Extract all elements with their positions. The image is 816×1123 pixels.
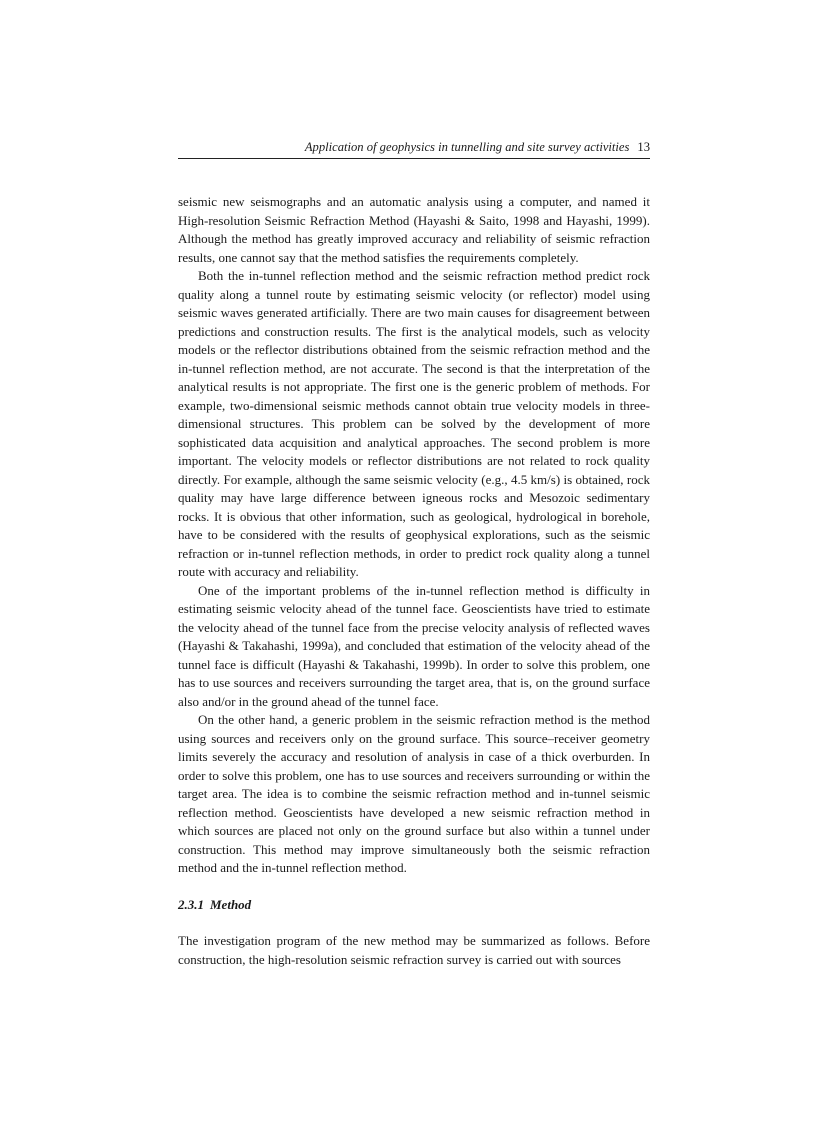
header-rule [178, 158, 650, 159]
body-text [178, 193, 650, 969]
section-number: 2.3.1 [178, 896, 204, 912]
paragraph: On the other hand, a generic problem in the seismic refraction method is the method using sources and receivers only on the ground surface. This source–receiver geometry limits severely the accuracy and resolution of analysis in case of a thick overburden. In order to solve this problem, one has to use sources and receivers surrounding or within the target area. The idea is to combine the seismic refraction method and in-tunnel seismic reflection method. Geoscientists have developed a new seismic refraction method in which sources are placed not only on the ground surface but also within a tunnel under construction. This method may improve simultaneously both the seismic refraction method and the in-tunnel reflection method. [178, 712, 650, 875]
paragraph-continuation: seismic new seismographs and an automatic analysis using a computer, and named it High-resolution Seismic Refraction Method (Hayashi & Saito, 1998 and Hayashi, 1999). Although the method has greatly improved accuracy and reliability of seismic refraction results, one cannot say that the method satisfies the requirements completely. [178, 194, 650, 265]
paragraph: Both the in-tunnel reflection method and the seismic refraction method predict rock quality along a tunnel route by estimating seismic velocity (or reflector) model using seismic waves generated artificially. There are two main causes for disagreement between predictions and construction results. The first is the analytical models, such as velocity models or the reflector distributions obtained from the seismic refraction method and the in-tunnel reflection method, are not accurate. The second is that the interpretation of the analytical results is not appropriate. The first one is the generic problem of methods. For example, two-dimensional seismic methods cannot obtain true velocity models in three-dimensional structures. This problem can be solved by the development of more sophisticated data acquisition and analytical approaches. The second problem is more important. The velocity models or reflector distributions are not related to rock quality directly. For example, although the same seismic velocity (e.g., 4.5 km/s) is obtained, rock quality may have large difference between igneous rocks and Mesozoic sedimentary rocks. It is obvious that other information, such as geological, hydrological in borehole, have to be considered with the results of geophysical explorations, such as the seismic refraction or in-tunnel reflection methods, in order to predict rock quality along a tunnel route with accuracy and reliability. [178, 268, 650, 579]
section-title: Method [210, 896, 252, 912]
paragraph: One of the important problems of the in-tunnel reflection method is difficulty in estimating seismic velocity ahead of the tunnel face. Geoscientists have tried to estimate the velocity ahead of the tunnel face from the precise velocity analysis of reflected waves (Hayashi & Takahashi, 1999a), and concluded that estimation of the velocity ahead of the tunnel face is difficult (Hayashi & Takahashi, 1999b). In order to solve this problem, one has to use sources and receivers surrounding the target area, that is, on the ground surface also and/or in the ground ahead of the tunnel face. [178, 582, 650, 709]
paragraph: The investigation program of the new method may be summarized as follows. Before construction, the high-resolution seismic refraction survey is carried out with sources [178, 933, 650, 967]
running-head [178, 139, 650, 155]
page-number: 13 [637, 140, 650, 154]
running-head-title: Application of geophysics in tunnelling and site survey activities [304, 140, 630, 154]
section-heading [178, 896, 650, 915]
